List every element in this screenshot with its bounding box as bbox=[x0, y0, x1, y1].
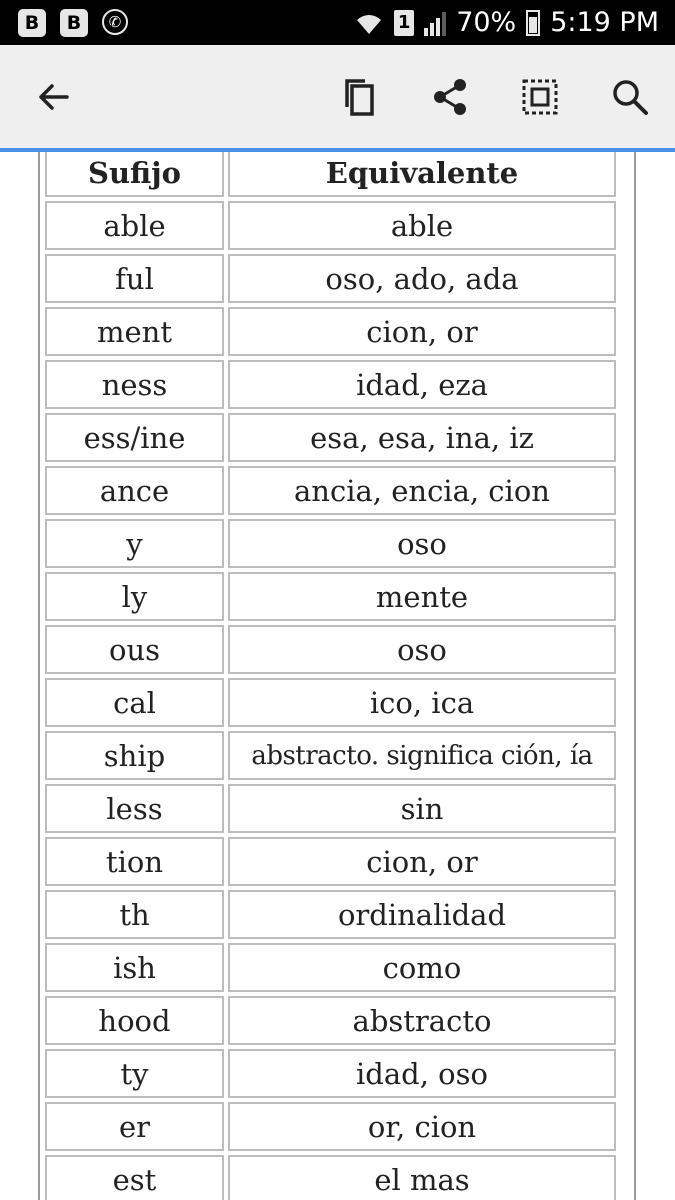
table-row bbox=[45, 1049, 616, 1098]
suffix-cell: ful bbox=[45, 254, 224, 303]
suffix-cell: ous bbox=[45, 625, 224, 674]
equivalent-cell: idad, oso bbox=[228, 1049, 616, 1098]
header-equivalente: Equivalente bbox=[228, 152, 616, 197]
suffix-cell: tion bbox=[45, 837, 224, 886]
copy-icon bbox=[339, 77, 379, 117]
suffix-cell: hood bbox=[45, 996, 224, 1045]
equivalent-cell: ico, ica bbox=[228, 678, 616, 727]
equivalent-cell: abstracto bbox=[228, 996, 616, 1045]
equivalent-cell: cion, or bbox=[228, 307, 616, 356]
battery-percentage: 70% bbox=[456, 7, 517, 38]
table-row bbox=[45, 201, 616, 250]
table-header-row bbox=[45, 152, 616, 197]
suffix-cell: ty bbox=[45, 1049, 224, 1098]
table-row bbox=[45, 360, 616, 409]
equivalent-cell: mente bbox=[228, 572, 616, 621]
suffix-cell: less bbox=[45, 784, 224, 833]
table-row bbox=[45, 943, 616, 992]
table-row bbox=[45, 890, 616, 939]
wifi-icon bbox=[354, 10, 384, 36]
phone-icon: ✆ bbox=[102, 9, 128, 35]
suffix-cell: th bbox=[45, 890, 224, 939]
share-icon bbox=[430, 77, 470, 117]
table-row bbox=[45, 784, 616, 833]
equivalent-cell: cion, or bbox=[228, 837, 616, 886]
notification-icons bbox=[18, 9, 128, 37]
search-icon bbox=[610, 77, 650, 117]
copy-button[interactable] bbox=[335, 73, 383, 121]
image-content bbox=[0, 152, 675, 1200]
b-app-icon: B bbox=[18, 9, 46, 37]
table-row bbox=[45, 731, 616, 780]
table-row bbox=[45, 1155, 616, 1200]
equivalent-cell: ordinalidad bbox=[228, 890, 616, 939]
suffix-cell: ess/ine bbox=[45, 413, 224, 462]
equivalent-cell: or, cion bbox=[228, 1102, 616, 1151]
suffix-cell: ance bbox=[45, 466, 224, 515]
table-row bbox=[45, 1102, 616, 1151]
equivalent-cell: oso bbox=[228, 519, 616, 568]
suffix-cell: able bbox=[45, 201, 224, 250]
table-row bbox=[45, 678, 616, 727]
suffix-table-frame bbox=[38, 152, 636, 1200]
select-button[interactable] bbox=[516, 73, 564, 121]
table-row bbox=[45, 413, 616, 462]
table-row bbox=[45, 996, 616, 1045]
back-button[interactable] bbox=[29, 73, 77, 121]
table-row bbox=[45, 254, 616, 303]
table-row bbox=[45, 307, 616, 356]
equivalent-cell: abstracto. significa ción, ía bbox=[228, 731, 616, 780]
status-bar bbox=[0, 0, 675, 45]
b-app-icon: B bbox=[60, 9, 88, 37]
suffix-cell: ship bbox=[45, 731, 224, 780]
suffix-cell: ness bbox=[45, 360, 224, 409]
header-sufijo: Sufijo bbox=[45, 152, 224, 197]
equivalent-cell: ancia, encia, cion bbox=[228, 466, 616, 515]
system-indicators bbox=[354, 0, 659, 45]
search-button[interactable] bbox=[606, 73, 654, 121]
select-icon bbox=[520, 77, 560, 117]
equivalent-cell: el mas bbox=[228, 1155, 616, 1200]
signal-icon bbox=[424, 10, 446, 36]
suffix-cell: er bbox=[45, 1102, 224, 1151]
equivalent-cell: como bbox=[228, 943, 616, 992]
suffix-table bbox=[41, 152, 620, 1200]
battery-icon bbox=[526, 10, 540, 36]
table-row bbox=[45, 572, 616, 621]
clock: 5:19 PM bbox=[550, 7, 659, 38]
table-row bbox=[45, 837, 616, 886]
suffix-cell: y bbox=[45, 519, 224, 568]
table-row bbox=[45, 519, 616, 568]
table-row bbox=[45, 466, 616, 515]
equivalent-cell: sin bbox=[228, 784, 616, 833]
suffix-cell: ment bbox=[45, 307, 224, 356]
share-button[interactable] bbox=[426, 73, 474, 121]
equivalent-cell: idad, eza bbox=[228, 360, 616, 409]
suffix-cell: cal bbox=[45, 678, 224, 727]
equivalent-cell: oso, ado, ada bbox=[228, 254, 616, 303]
equivalent-cell: esa, esa, ina, iz bbox=[228, 413, 616, 462]
suffix-cell: ish bbox=[45, 943, 224, 992]
back-arrow-icon bbox=[33, 77, 73, 117]
equivalent-cell: able bbox=[228, 201, 616, 250]
equivalent-cell: oso bbox=[228, 625, 616, 674]
suffix-cell: ly bbox=[45, 572, 224, 621]
suffix-cell: est bbox=[45, 1155, 224, 1200]
image-viewer-toolbar bbox=[0, 45, 675, 152]
table-row bbox=[45, 625, 616, 674]
sim-slot-badge: 1 bbox=[394, 10, 414, 36]
